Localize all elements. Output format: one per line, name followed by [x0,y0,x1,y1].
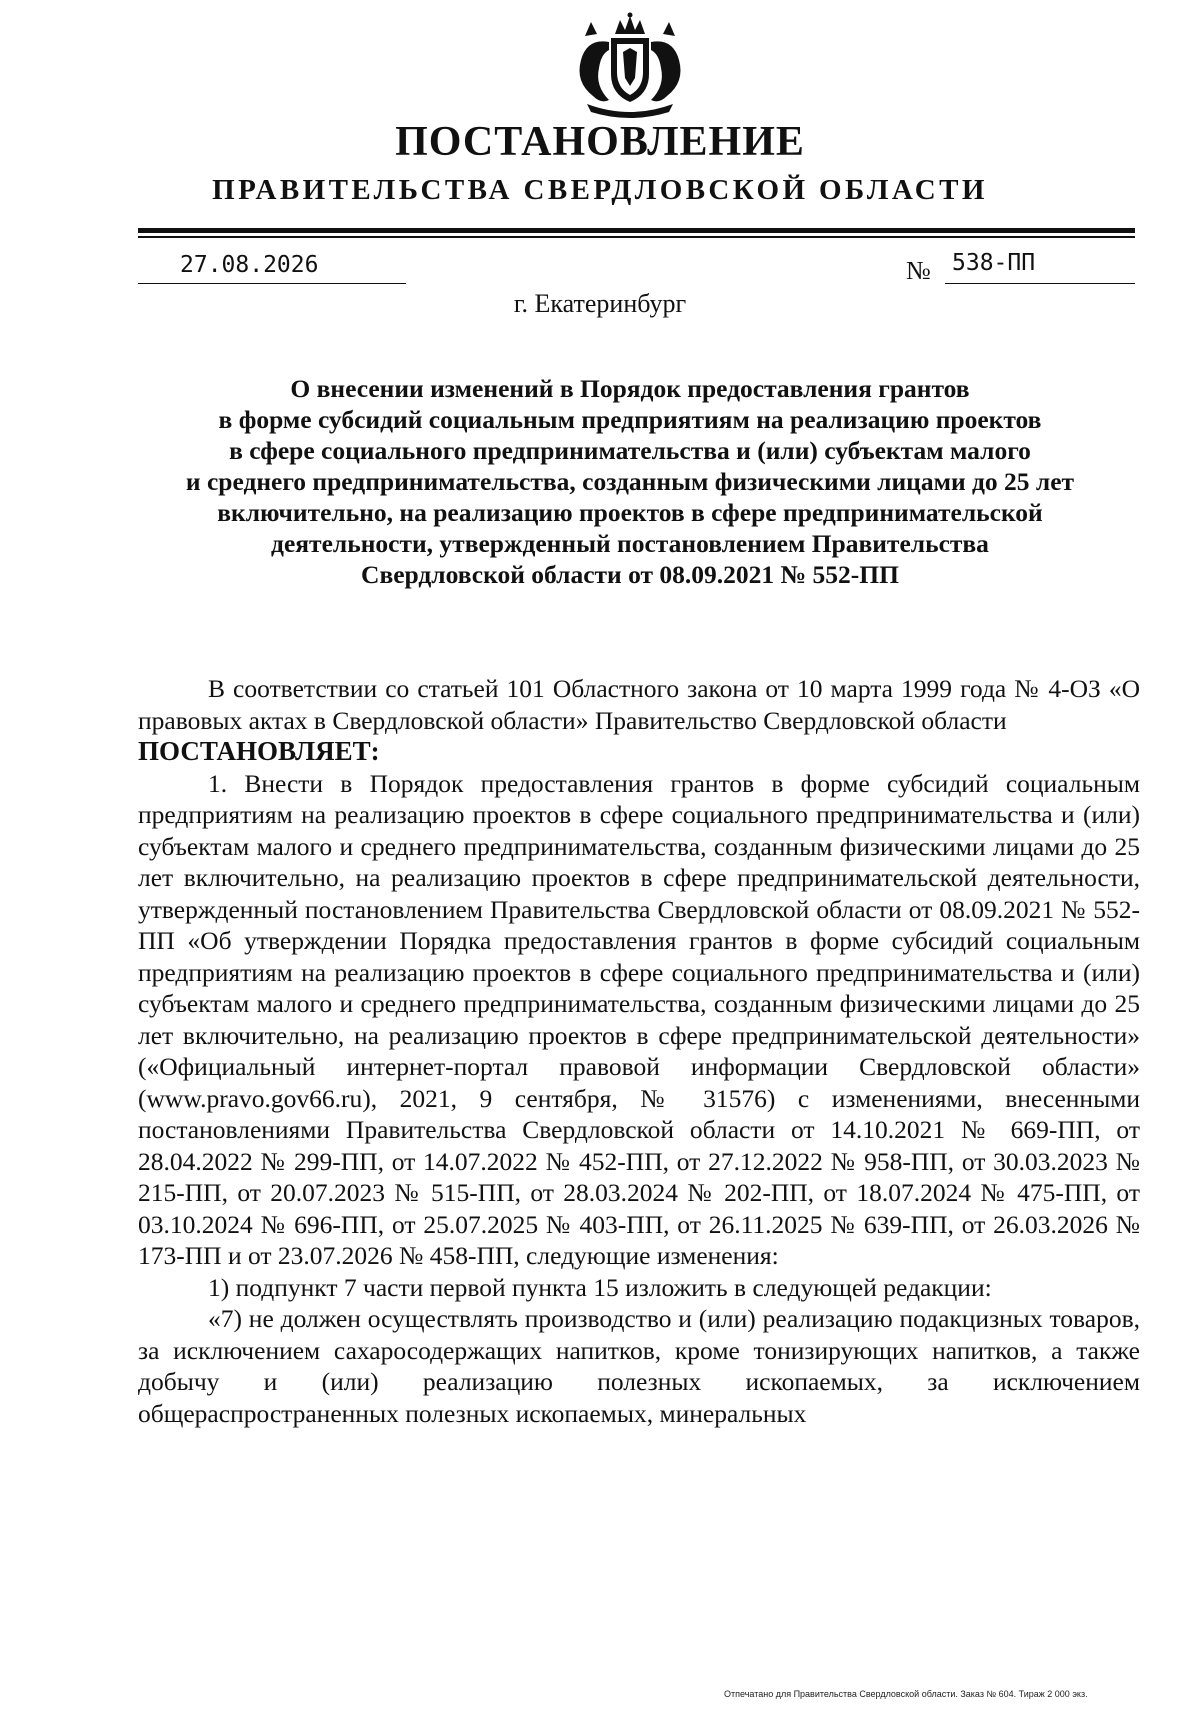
heading-line: включительно, на реализацию проектов в сфере предпринимательской [217,498,1043,527]
heading-line: О внесении изменений в Порядок предоставления грантов [290,374,970,403]
document-date: 27.08.2026 [180,252,319,278]
document-number: 538-ПП [952,250,1036,276]
item-1-paragraph: 1. Внести в Порядок предоставления грантов в форме субсидий социальным предприятиям на реализацию проектов в сфере социального предпринимательства и (или) субъектам малого и среднего предпринимательства, созданным физическими лицами до 25 лет включительно, на реализацию проектов в сфере предпринимательской деятельности, утвержденный постановлением Правительства Свердловской области от 08.09.2021 № 552-ПП «Об утверждении Порядка предоставления грантов в форме субсидий социальным предприятиям на реализацию проектов в сфере социального предпринимательства и (или) субъектам малого и среднего предпринимательства, созданным физическими лицами до 25 лет включительно, на реализацию проектов в сфере предпринимательской деятельности» («Официальный интернет-портал правовой информации Свердловской области» (www.pravo.gov66.ru), 2021, 9 сентября, № 31576) с изменениями, внесенными постановлениями Правительства Свердловской области от 14.10.2021 № 669-ПП, от 28.04.2022 № 299-ПП, от 14.07.2022 № 452-ПП, от 27.12.2022 № 958-ПП, от 30.03.2023 № 215-ПП, от 20.07.2023 № 515-ПП, от 28.03.2024 № 202-ПП, от 18.07.2024 № 475-ПП, от 03.10.2024 № 696-ПП, от 25.07.2025 № 403-ПП, от 26.11.2025 № 639-ПП, от 26.03.2026 № 173-ПП и от 23.07.2026 № 458-ПП, следующие изменения: [138,768,1140,1270]
document-heading [130,373,1130,590]
date-underline [138,283,406,284]
heading-line: Свердловской области от 08.09.2021 № 552-ПП [361,560,899,589]
quoted-paragraph: «7) не должен осуществлять производство и (или) реализацию подакцизных товаров, за исключением сахаросодержащих напитков, кроме тонизирующих напитков, а также добычу и (или) реализацию полезных ископаемых, за исключением общераспространенных полезных ископаемых, минеральных [138,1304,1140,1428]
document-city: г. Екатеринбург [513,289,687,318]
print-note: Отпечатано для Правительства Свердловской области. Заказ № 604. Тираж 2 000 экз. [724,1689,1088,1699]
subitem-1-paragraph: 1) подпункт 7 части первой пункта 15 изложить в следующей редакции: [208,1272,992,1302]
header-rule-thin [138,236,1135,238]
heading-line: в форме субсидий социальным предприятиям на реализацию проектов [218,405,1042,434]
heading-line: деятельности, утвержденный постановлением Правительства [271,529,989,558]
number-underline [945,283,1135,284]
heading-line: в сфере социального предпринимательства и (или) субъектам малого [229,436,1031,465]
number-sign: № [906,256,931,285]
header-rule-thick [138,228,1135,233]
document-body [138,673,1140,1429]
document-title: ПОСТАНОВЛЕНИЕ [395,119,805,165]
coat-of-arms-icon [565,12,695,122]
document-subtitle: ПРАВИТЕЛЬСТВА СВЕРДЛОВСКОЙ ОБЛАСТИ [212,174,988,206]
heading-line: и среднего предпринимательства, созданным физическими лицами до 25 лет [185,467,1075,496]
preamble-paragraph: В соответствии со статьей 101 Областного закона от 10 марта 1999 года № 4-ОЗ «О правовых актах в Свердловской области» Правительство Свердловской области [138,674,1140,735]
resolves-keyword: ПОСТАНОВЛЯЕТ: [138,736,380,766]
